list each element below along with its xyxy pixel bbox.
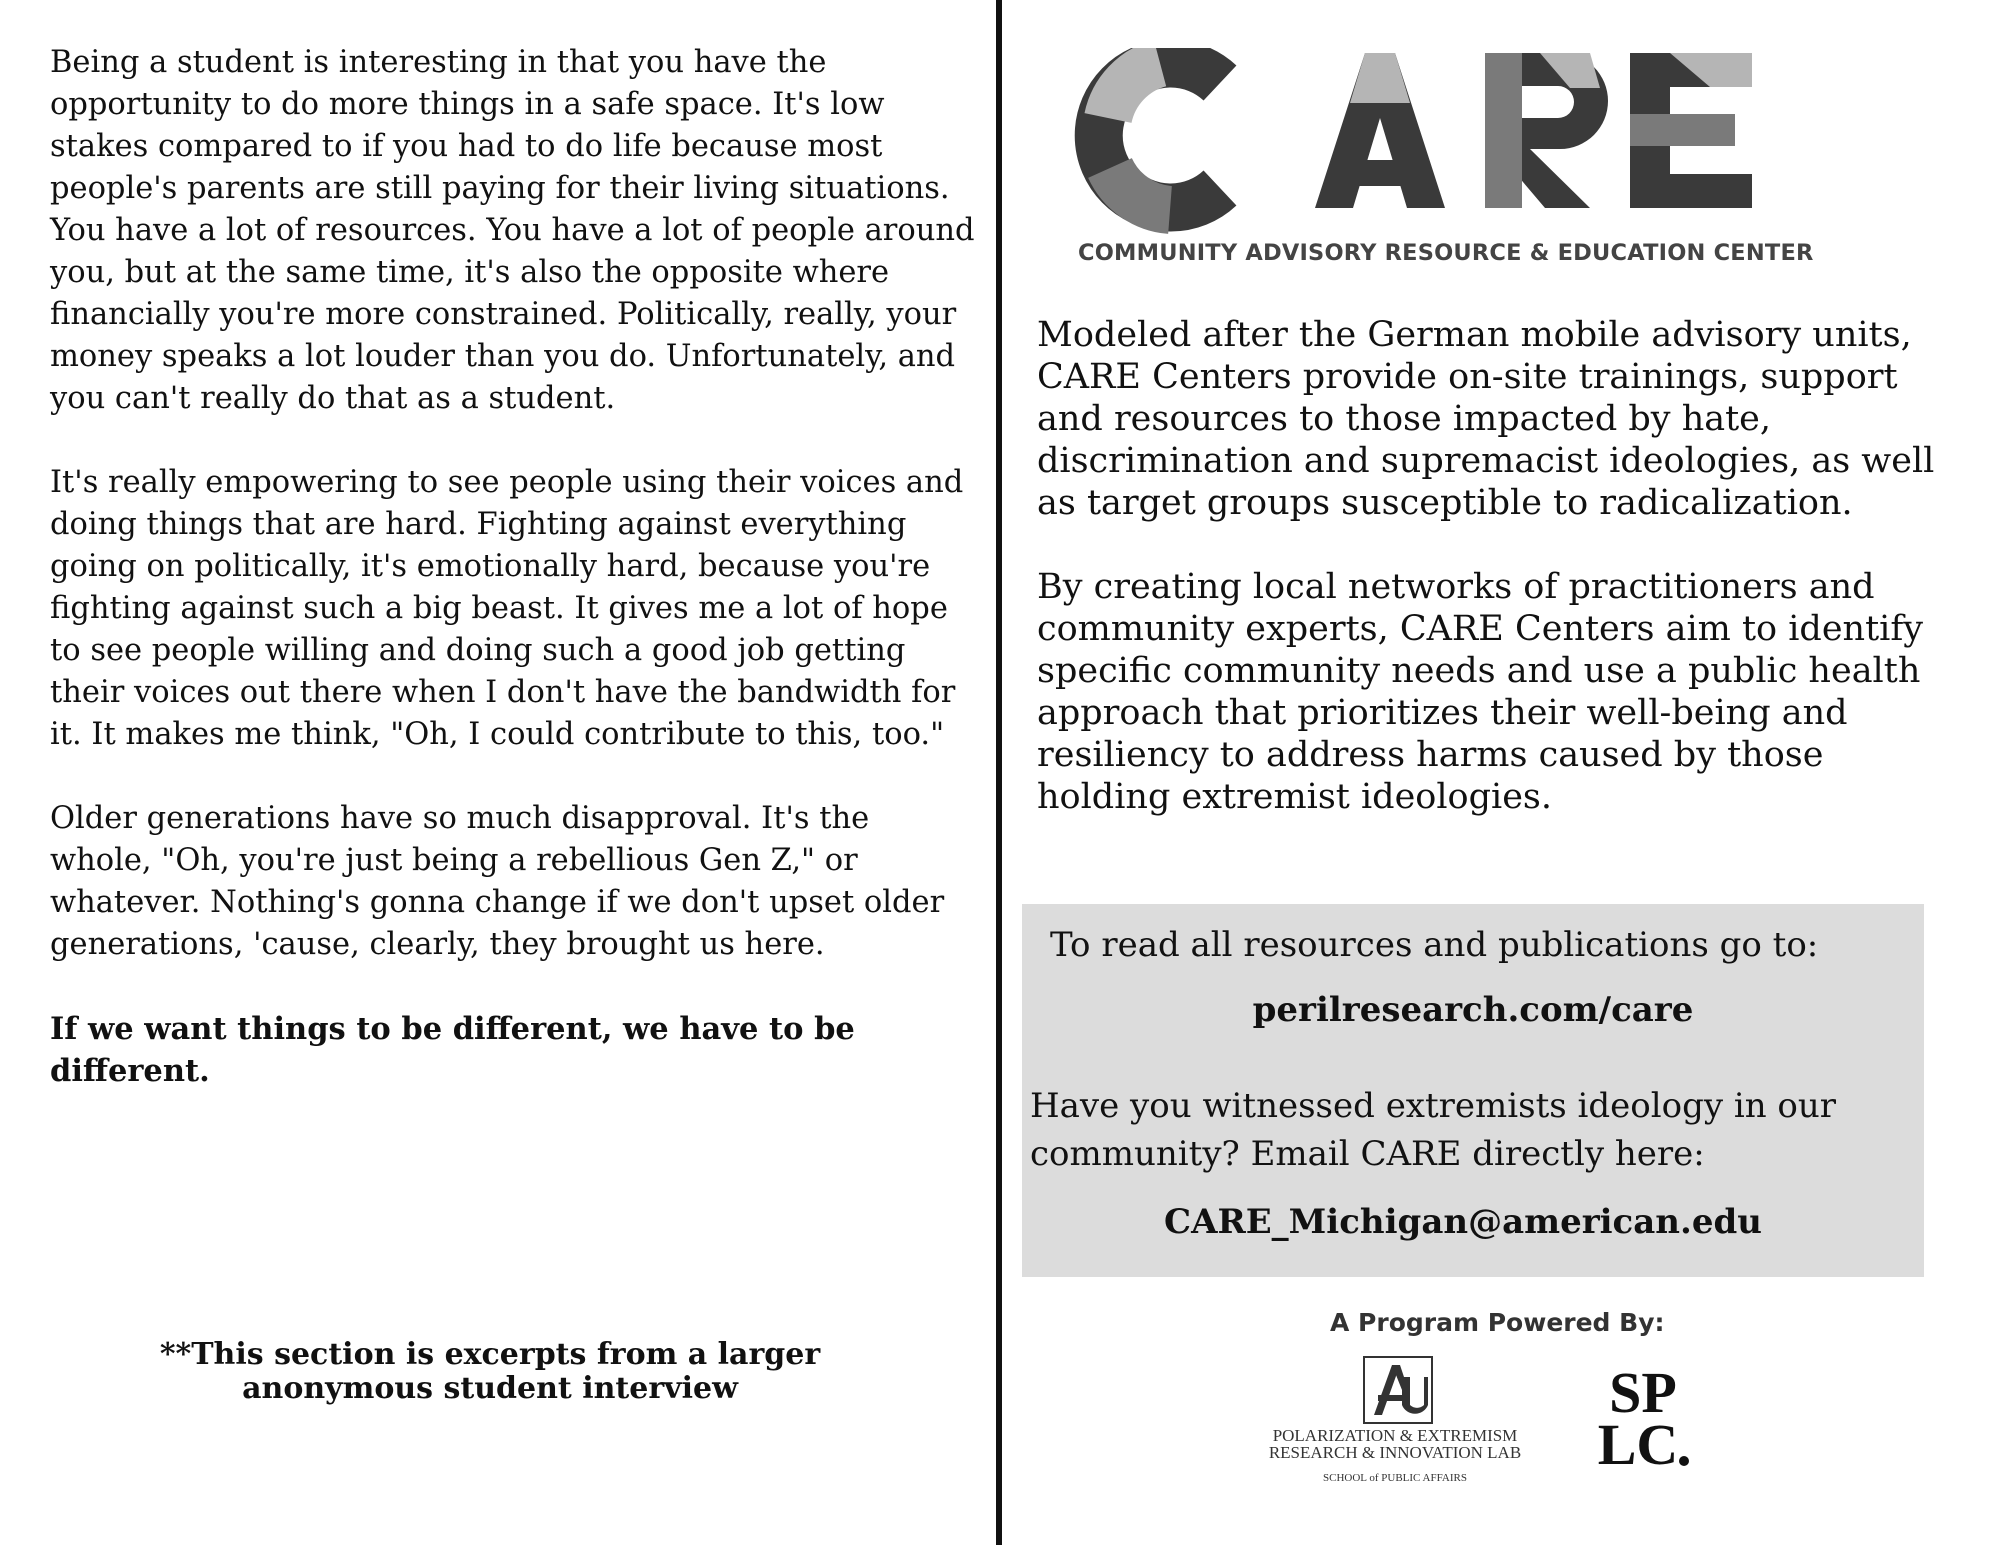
splc-logo-top: SP: [1609, 1360, 1677, 1425]
witness-question: Have you witnessed extremists ideology in our community? Email CARE directly here:: [1030, 1086, 1837, 1174]
care-description-paragraph: Modeled after the German mobile advisory units, CARE Centers provide on-site trainings, support and resources to those impacted by hate, discrimination and supremacist ideologies, as well as target groups susceptible to radicalization.: [1037, 315, 1935, 523]
interview-paragraph: It's really empowering to see people using their voices and doing things that are hard. Fighting against everything going on politically, it's emotionally hard, because you're fighting against such a big beast. It gives me a lot of hope to see people willing and doing such a good job getting their voices out there when I don't have the bandwidth for it. It makes me think, "Oh, I could contribute to this, too.": [50, 465, 964, 752]
care-letter-a: [1315, 53, 1445, 208]
au-logo-icon: [1362, 1355, 1434, 1425]
au-school-name: SCHOOL of PUBLIC AFFAIRS: [1323, 1472, 1467, 1484]
care-logo: [1070, 48, 1830, 268]
care-description: [1037, 314, 1962, 860]
care-description-paragraph: By creating local networks of practitioners and community experts, CARE Centers aim to identify specific community needs and use a public health approach that prioritizes their well-being and resiliency to address harms caused by those holding extremist ideologies.: [1037, 567, 1924, 817]
interview-excerpt: [50, 42, 975, 1134]
au-lab-name: [1245, 1427, 1545, 1461]
care-logo-graphic: [1070, 48, 1830, 268]
resources-box: [1022, 904, 1924, 1277]
au-lab-name-line: POLARIZATION & EXTREMISM: [1272, 1426, 1518, 1445]
care-letter-e: [1630, 53, 1752, 208]
splc-logo-dot: [1679, 1456, 1689, 1466]
care-letter-r: [1485, 53, 1608, 208]
interview-footnote: [50, 1338, 930, 1406]
care-letter-c: [1099, 63, 1220, 210]
resources-intro: To read all resources and publications go to:: [1050, 925, 1819, 965]
interview-paragraph: Being a student is interesting in that you have the opportunity to do more things in a safe space. It's low stakes compared to if you had to do life because most people's parents are still paying for their living situations. You have a lot of resources. You have a lot of people around you, but at the same time, it's also the opposite where financially you're more constrained. Politically, really, your money speaks a lot louder than you do. Unfortunately, and you can't really do that as a student.: [50, 45, 975, 416]
page-divider: [996, 0, 1002, 1545]
care-logo-subtitle: COMMUNITY ADVISORY RESOURCE & EDUCATION CENTER: [1078, 240, 1814, 266]
interview-paragraph: Older generations have so much disapproval. It's the whole, "Oh, you're just being a rebellious Gen Z," or whatever. Nothing's gonna change if we don't upset older generations, 'cause, clearly, they brought us here.: [50, 801, 945, 962]
footnote-line: **This section is excerpts from a larger: [159, 1337, 821, 1372]
interview-closing-statement: If we want things to be different, we have to be different.: [50, 1011, 855, 1089]
resources-link[interactable]: perilresearch.com/care: [1252, 990, 1694, 1030]
contact-email-link[interactable]: CARE_Michigan@american.edu: [1164, 1202, 1762, 1242]
footnote-line: anonymous student interview: [242, 1371, 738, 1406]
powered-by-label: A Program Powered By:: [1330, 1308, 1665, 1337]
au-lab-name-line: RESEARCH & INNOVATION LAB: [1268, 1443, 1522, 1462]
splc-logo: [1588, 1360, 1698, 1470]
splc-logo-bottom: LC: [1597, 1412, 1679, 1470]
